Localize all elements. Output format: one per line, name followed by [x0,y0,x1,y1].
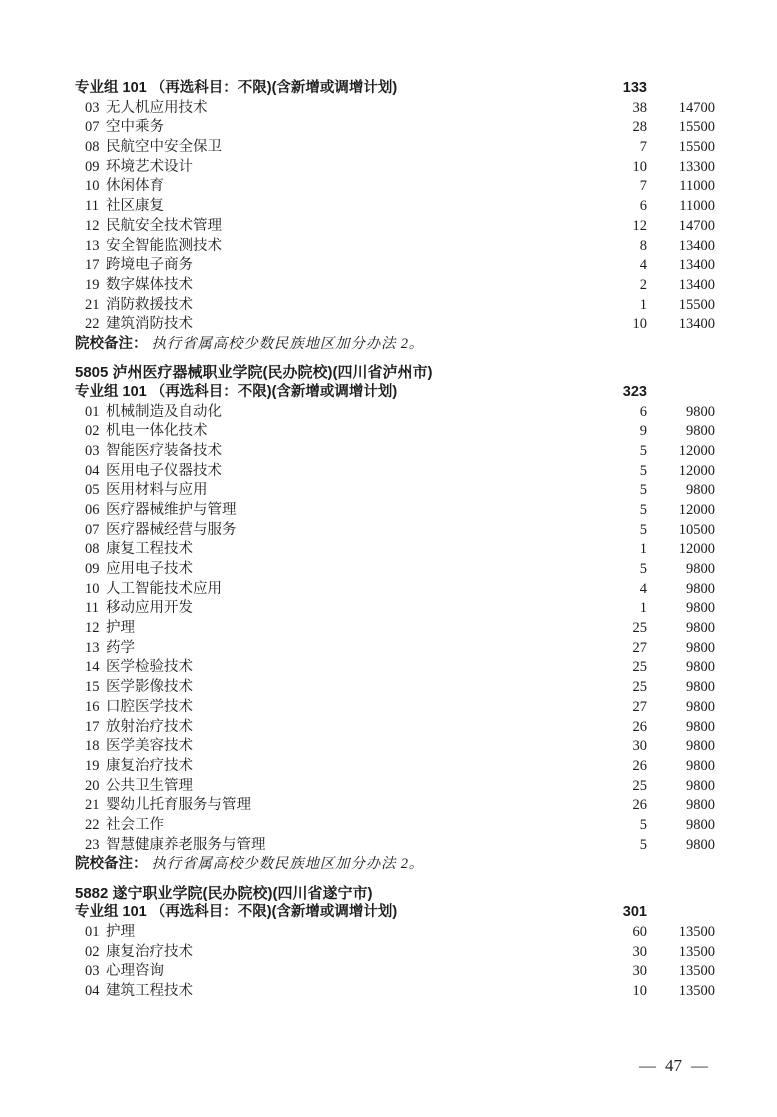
major-group-label: 专业组 101 （再选科目：不限)(含新增或调增计划) [75,904,398,921]
major-row [75,836,715,856]
plan-count: 30 [632,963,647,980]
major-code: 04 [85,982,100,999]
tuition-fee: 12000 [678,442,715,459]
major-name: 跨境电子商务 [106,257,193,274]
tuition-fee: 13500 [678,923,715,940]
major-row [75,619,715,639]
major-code: 03 [85,99,100,116]
tuition-fee: 11000 [679,178,715,195]
major-code: 22 [85,816,100,833]
major-code: 13 [85,639,100,656]
tuition-fee: 13400 [678,316,715,333]
plan-count: 5 [639,501,647,518]
school-section [75,884,715,1002]
tuition-fee: 13400 [678,276,715,293]
major-code: 05 [85,482,100,499]
major-name: 社会工作 [106,816,164,833]
major-name: 应用电子技术 [106,561,193,577]
admission-plan-table [75,79,715,1002]
plan-count: 26 [632,718,647,735]
major-name: 建筑工程技术 [106,982,193,999]
major-group-header [75,903,715,923]
plan-count: 25 [632,777,647,794]
plan-count: 27 [632,698,647,715]
tuition-fee: 9800 [686,698,715,715]
major-code: 09 [85,158,100,175]
major-name: 药学 [106,639,135,656]
school-remark [75,855,715,875]
major-code: 21 [85,797,100,814]
tuition-fee: 13500 [678,943,715,960]
tuition-fee: 9800 [686,423,715,440]
footer-dash-left: — [639,1056,656,1075]
major-name: 康复治疗技术 [106,757,193,774]
major-name: 空中乘务 [106,119,164,136]
major-name: 公共卫生管理 [106,777,193,794]
major-row [75,982,715,1002]
major-code: 16 [85,698,100,715]
tuition-fee: 9800 [686,816,715,833]
school-remark [75,335,715,355]
major-code: 07 [85,521,100,538]
major-group-label: 专业组 101 （再选科目：不限)(含新增或调增计划) [75,80,398,96]
remark-text: 执行省属高校少数民族地区加分办法 2。 [151,856,425,873]
major-code: 03 [85,963,100,980]
major-row [75,99,715,119]
major-code: 02 [85,943,100,960]
major-row [75,296,715,316]
major-name: 护理 [106,620,135,637]
major-row [75,315,715,335]
school-heading: 5805 泸州医疗器械职业学院(民办院校)(四川省泸州市) [75,364,433,382]
major-name: 民航空中安全保卫 [106,139,222,156]
major-row [75,962,715,982]
tuition-fee: 13300 [678,158,715,175]
tuition-fee: 12000 [678,541,715,558]
plan-count: 5 [639,836,647,853]
plan-count: 30 [632,738,647,755]
school-section [75,79,715,355]
plan-count: 10 [632,316,647,333]
plan-count: 2 [639,276,647,293]
school-section [75,363,715,875]
tuition-fee: 9800 [686,580,715,597]
tuition-fee: 12000 [678,462,715,479]
major-code: 07 [85,119,100,136]
plan-count: 5 [639,482,647,499]
tuition-fee: 15500 [678,296,715,313]
plan-count: 25 [632,659,647,676]
plan-count: 9 [639,423,647,440]
plan-count: 10 [632,158,647,175]
plan-count: 5 [639,521,647,538]
major-row [75,580,715,600]
major-code: 10 [85,178,100,195]
major-name: 无人机应用技术 [106,99,208,116]
tuition-fee: 9800 [686,679,715,696]
plan-count: 5 [639,561,647,577]
major-name: 休闲体育 [106,178,164,195]
tuition-fee: 9800 [686,777,715,794]
plan-count: 5 [639,462,647,479]
major-row [75,403,715,423]
major-code: 19 [85,276,100,293]
plan-count: 1 [639,296,647,313]
tuition-fee: 9800 [686,600,715,617]
plan-count: 6 [639,403,647,420]
major-row [75,276,715,296]
major-name: 康复治疗技术 [106,943,193,960]
major-code: 15 [85,679,100,696]
major-code: 10 [85,580,100,597]
plan-count: 25 [632,620,647,637]
major-code: 20 [85,777,100,794]
plan-count: 60 [632,923,647,940]
tuition-fee: 13500 [678,963,715,980]
footer-dash-right: — [691,1056,708,1075]
major-group-header [75,383,715,403]
major-row [75,481,715,501]
major-name: 数字媒体技术 [106,276,193,293]
major-row [75,422,715,442]
major-name: 环境艺术设计 [106,158,193,175]
plan-count: 8 [639,237,647,254]
tuition-fee: 9800 [686,403,715,420]
tuition-fee: 9800 [686,659,715,676]
major-name: 医疗器械经营与服务 [106,521,237,538]
group-plan-total: 323 [622,383,647,400]
tuition-fee: 9800 [686,620,715,637]
page-footer [630,1056,717,1076]
tuition-fee: 9800 [686,639,715,656]
major-row [75,138,715,158]
plan-count: 26 [632,797,647,814]
major-row [75,777,715,797]
major-row [75,501,715,521]
tuition-fee: 9800 [686,836,715,853]
remark-label: 院校备注： [75,335,148,352]
tuition-fee: 12000 [678,501,715,518]
plan-count: 12 [632,217,647,234]
tuition-fee: 13500 [678,982,715,999]
school-heading: 5882 遂宁职业学院(民办院校)(四川省遂宁市) [75,884,373,902]
major-code: 19 [85,757,100,774]
major-row [75,599,715,619]
plan-count: 38 [632,99,647,116]
tuition-fee: 10500 [678,521,715,538]
major-name: 人工智能技术应用 [106,580,222,597]
major-code: 03 [85,442,100,459]
plan-count: 27 [632,639,647,656]
tuition-fee: 13400 [678,237,715,254]
plan-count: 7 [639,139,647,156]
major-code: 06 [85,501,100,518]
major-name: 放射治疗技术 [106,718,193,735]
major-row [75,698,715,718]
major-row [75,177,715,197]
major-row [75,158,715,178]
plan-count: 5 [639,816,647,833]
group-plan-total: 301 [622,904,647,921]
major-group-label: 专业组 101 （再选科目：不限)(含新增或调增计划) [75,383,398,400]
major-row [75,658,715,678]
major-code: 17 [85,718,100,735]
major-name: 机械制造及自动化 [106,403,222,420]
major-name: 婴幼儿托育服务与管理 [106,797,251,814]
major-name: 安全智能监测技术 [106,237,222,254]
major-code: 12 [85,217,100,234]
major-name: 社区康复 [106,198,164,215]
tuition-fee: 15500 [678,119,715,136]
major-code: 11 [85,198,99,215]
plan-count: 1 [639,600,647,617]
major-code: 14 [85,659,100,676]
plan-count: 10 [632,982,647,999]
plan-count: 4 [639,257,647,274]
plan-count: 4 [639,580,647,597]
major-code: 11 [85,600,99,617]
major-row [75,521,715,541]
plan-count: 25 [632,679,647,696]
major-code: 13 [85,237,100,254]
major-code: 18 [85,738,100,755]
major-code: 01 [85,923,100,940]
tuition-fee: 14700 [678,217,715,234]
tuition-fee: 9800 [686,797,715,814]
group-plan-total: 133 [622,80,647,96]
major-name: 机电一体化技术 [106,423,208,440]
plan-count: 28 [632,119,647,136]
major-row [75,718,715,738]
major-row [75,757,715,777]
plan-count: 30 [632,943,647,960]
major-code: 08 [85,541,100,558]
tuition-fee: 9800 [686,718,715,735]
major-row [75,540,715,560]
major-code: 01 [85,403,100,420]
tuition-fee: 9800 [686,738,715,755]
major-name: 移动应用开发 [106,600,193,617]
major-row [75,923,715,943]
major-row [75,197,715,217]
plan-count: 7 [639,178,647,195]
major-row [75,639,715,659]
major-name: 医学美容技术 [106,738,193,755]
major-row [75,560,715,580]
plan-count: 1 [639,541,647,558]
major-row [75,737,715,757]
major-code: 02 [85,423,100,440]
major-row [75,943,715,963]
major-code: 21 [85,296,100,313]
tuition-fee: 14700 [678,99,715,116]
plan-count: 26 [632,757,647,774]
major-name: 护理 [106,923,135,940]
major-name: 医学影像技术 [106,679,193,696]
major-row [75,118,715,138]
major-code: 17 [85,257,100,274]
major-code: 04 [85,462,100,479]
plan-count: 5 [639,442,647,459]
major-code: 09 [85,561,100,577]
major-code: 12 [85,620,100,637]
tuition-fee: 15500 [678,139,715,156]
major-code: 23 [85,836,100,853]
remark-label: 院校备注： [75,856,148,873]
major-row [75,462,715,482]
remark-text: 执行省属高校少数民族地区加分办法 2。 [151,335,425,352]
major-row [75,256,715,276]
page-number: 47 [665,1056,682,1075]
tuition-fee: 11000 [679,198,715,215]
major-row [75,217,715,237]
major-name: 医用材料与应用 [106,482,208,499]
major-group-header [75,79,715,99]
major-row [75,237,715,257]
major-code: 08 [85,139,100,156]
tuition-fee: 9800 [686,757,715,774]
major-row [75,816,715,836]
major-row [75,678,715,698]
major-name: 口腔医学技术 [106,698,193,715]
major-row [75,796,715,816]
major-name: 民航安全技术管理 [106,217,222,234]
major-name: 医用电子仪器技术 [106,462,222,479]
tuition-fee: 13400 [678,257,715,274]
major-code: 22 [85,316,100,333]
tuition-fee: 9800 [686,561,715,577]
tuition-fee: 9800 [686,482,715,499]
plan-count: 6 [639,198,647,215]
major-name: 医疗器械维护与管理 [106,501,237,518]
major-name: 康复工程技术 [106,541,193,558]
major-row [75,442,715,462]
major-name: 医学检验技术 [106,659,193,676]
major-name: 智能医疗装备技术 [106,442,222,459]
major-name: 智慧健康养老服务与管理 [106,836,266,853]
major-name: 消防救援技术 [106,296,193,313]
major-name: 心理咨询 [106,963,164,980]
major-name: 建筑消防技术 [106,316,193,333]
